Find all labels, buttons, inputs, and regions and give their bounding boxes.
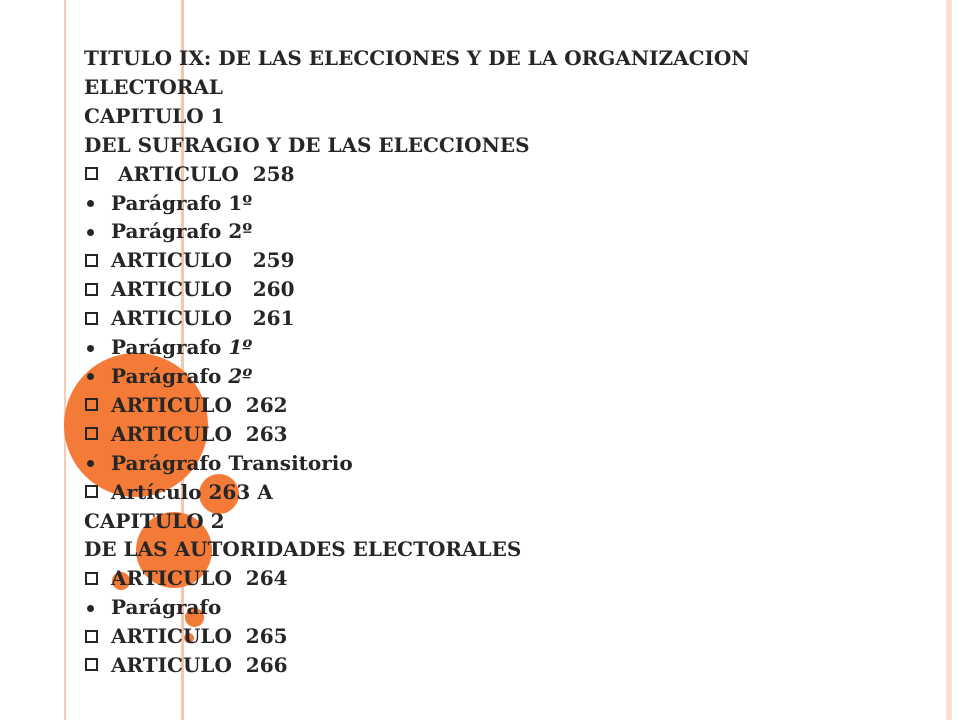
list-marker [84, 193, 111, 213]
paragraph-item [84, 449, 924, 478]
list-marker [84, 424, 111, 444]
article-item [84, 564, 924, 593]
list-marker [84, 164, 111, 184]
article-item [84, 420, 924, 449]
item-text: ARTICULO 258 [111, 161, 295, 186]
section-heading [84, 102, 924, 131]
paragraph-item [84, 189, 924, 218]
checkbox-square-icon [85, 658, 98, 671]
bullet-dot-icon [87, 373, 94, 380]
slide-content [84, 44, 924, 680]
paragraph-item [84, 333, 924, 362]
checkbox-square-icon [85, 312, 98, 325]
list-marker [84, 655, 111, 675]
article-item [84, 391, 924, 420]
checkbox-square-icon [85, 630, 98, 643]
checkbox-square-icon [85, 167, 98, 180]
list-marker [84, 598, 111, 618]
list-marker [84, 366, 111, 386]
checkbox-square-icon [85, 254, 98, 267]
list-marker [84, 309, 111, 329]
list-marker [84, 338, 111, 358]
article-item [84, 275, 924, 304]
heading-text: DEL SUFRAGIO Y DE LAS ELECCIONES [84, 132, 530, 157]
item-text: ARTICULO 259 [111, 248, 295, 273]
list-marker [84, 482, 111, 502]
item-text: ARTICULO 265 [111, 624, 288, 649]
bullet-dot-icon [87, 605, 94, 612]
section-heading [84, 131, 924, 160]
article-item [84, 651, 924, 680]
item-text: Parágrafo [111, 363, 229, 388]
list-marker [84, 251, 111, 271]
article-item [84, 622, 924, 651]
item-text: Parágrafo 2º [111, 219, 253, 244]
item-text: Parágrafo [111, 335, 229, 360]
bullet-dot-icon [87, 200, 94, 207]
article-item [84, 478, 924, 507]
list-marker [84, 627, 111, 647]
item-text: Parágrafo Transitorio [111, 450, 353, 475]
checkbox-square-icon [85, 485, 98, 498]
bullet-dot-icon [87, 460, 94, 467]
paragraph-item [84, 593, 924, 622]
article-item [84, 246, 924, 275]
checkbox-square-icon [85, 283, 98, 296]
heading-text: DE LAS AUTORIDADES ELECTORALES [84, 537, 522, 562]
item-text: ARTICULO 262 [111, 392, 288, 417]
item-text: Parágrafo 1º [111, 190, 253, 215]
heading-text: ELECTORAL [84, 74, 223, 99]
item-number-italic: 2º [228, 363, 253, 388]
checkbox-square-icon [85, 398, 98, 411]
bullet-dot-icon [87, 229, 94, 236]
item-text: ARTICULO 266 [111, 653, 288, 678]
article-item [84, 304, 924, 333]
heading-text: TITULO IX: DE LAS ELECCIONES Y DE LA ORGANIZACION [84, 46, 750, 70]
section-heading [84, 44, 924, 73]
heading-text: CAPITULO 1 [84, 103, 225, 128]
section-heading [84, 73, 924, 102]
item-text: ARTICULO 260 [111, 277, 295, 302]
paragraph-item [84, 217, 924, 246]
list-marker [84, 395, 111, 415]
item-number-italic: 1º [228, 335, 253, 360]
item-text: ARTICULO 263 [111, 421, 288, 446]
checkbox-square-icon [85, 427, 98, 440]
checkbox-square-icon [85, 572, 98, 585]
decorative-line-left [64, 0, 66, 720]
decorative-line-right [946, 0, 952, 720]
list-marker [84, 453, 111, 473]
bullet-dot-icon [87, 345, 94, 352]
list-marker [84, 569, 111, 589]
section-heading [84, 507, 924, 536]
list-marker [84, 280, 111, 300]
item-text: Artículo 263 A [111, 479, 273, 504]
heading-text: CAPITULO 2 [84, 508, 225, 533]
item-text: ARTICULO 261 [111, 306, 295, 331]
item-text: Parágrafo [111, 595, 222, 620]
item-text: ARTICULO 264 [111, 566, 288, 591]
paragraph-item [84, 362, 924, 391]
section-heading [84, 535, 924, 564]
list-marker [84, 222, 111, 242]
article-item [84, 160, 924, 189]
